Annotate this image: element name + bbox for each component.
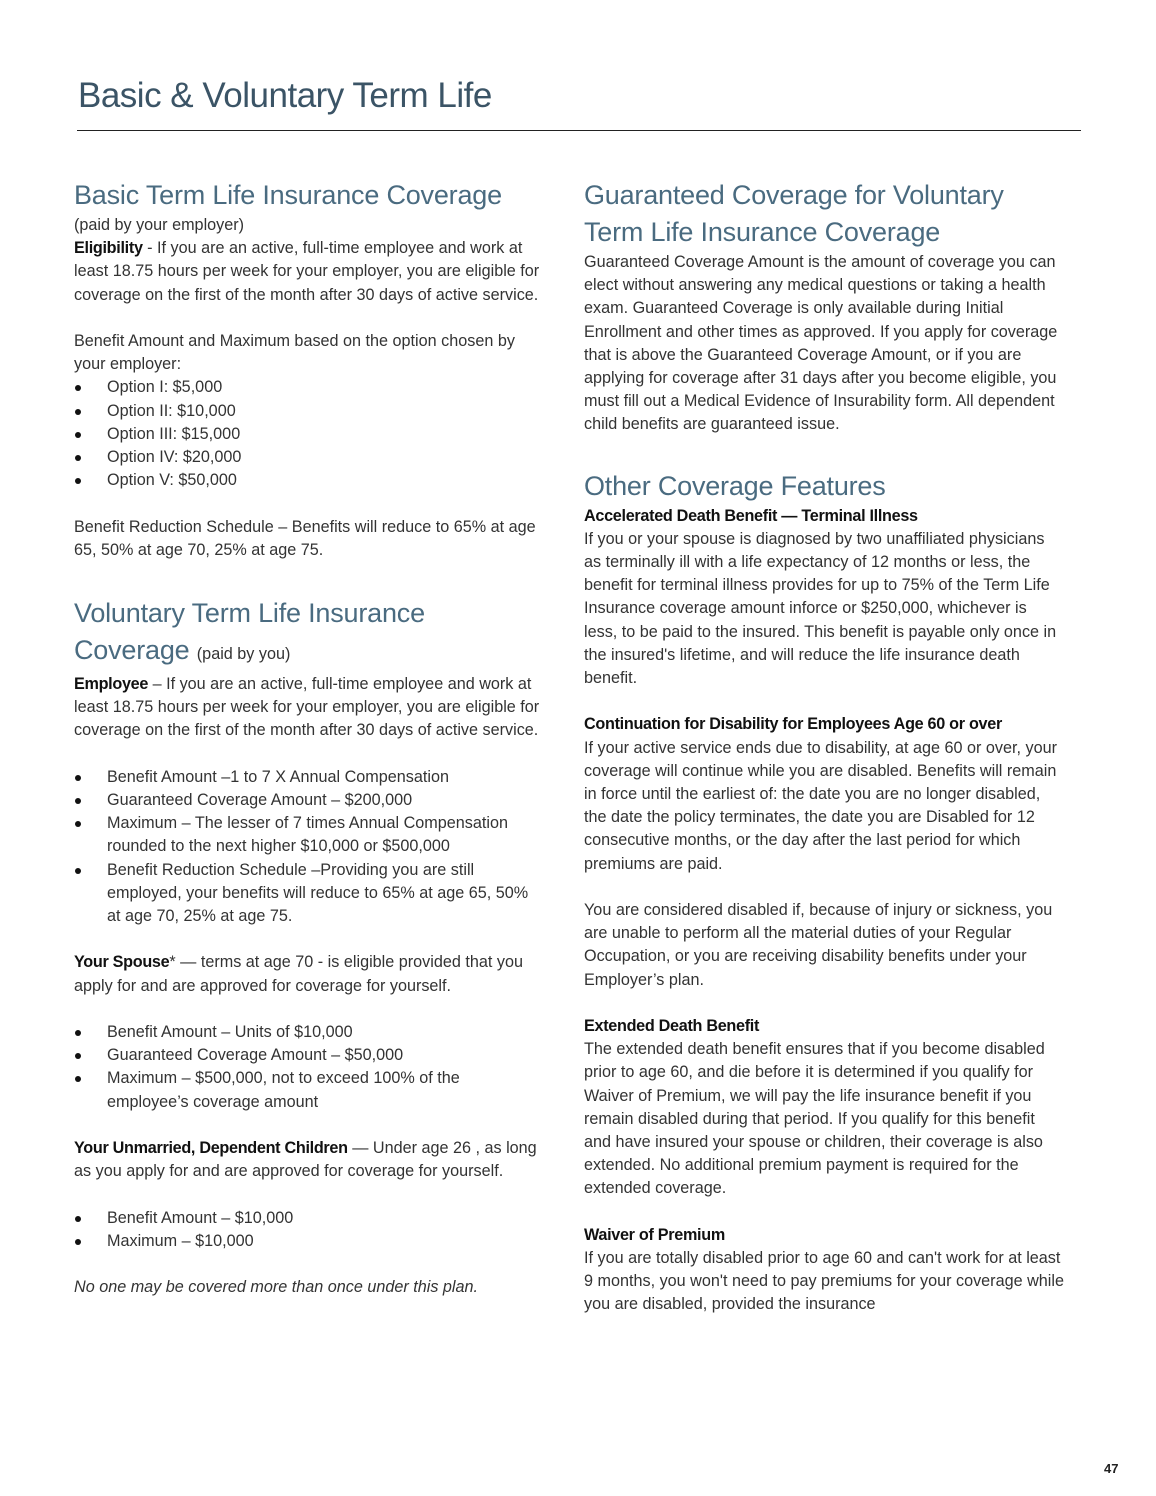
list-item: Option V: $50,000 (74, 469, 544, 492)
list-item: Benefit Amount –1 to 7 X Annual Compensation (74, 766, 544, 789)
eligibility-text: - If you are an active, full-time employee and work at least 18.75 hours per week for your employer, you are eligible for coverage on the first of the month after 30 days of active service. (74, 239, 540, 304)
title-divider (77, 130, 1081, 131)
children-label: Your Unmarried, Dependent Children (74, 1139, 348, 1158)
children-list (74, 1207, 544, 1253)
left-column (74, 177, 544, 1299)
basic-eligibility (74, 237, 544, 307)
guaranteed-heading-line2: Term Life Insurance Coverage (584, 217, 941, 247)
waiver-text: If you are totally disabled prior to age 60 and can't work for at least 9 months, you won't need to pay premiums for your coverage while you are disabled, provided the insurance (584, 1249, 1064, 1314)
basic-heading: Basic Term Life Insurance Coverage (74, 180, 502, 210)
list-item: Option IV: $20,000 (74, 446, 544, 469)
extended-title: Extended Death Benefit (584, 1017, 760, 1036)
disabled-text: You are considered disabled if, because of injury or sickness, you are unable to perform all the material duties of your Regular Occupation, or you are receiving disability benefits under your Employer’s plan. (584, 901, 1053, 989)
extended-text: The extended death benefit ensures that if you become disabled prior to age 60, and die before it is determined if you qualify for Waiver of Premium, we will pay the life insurance benefit if you remain disabled during that period. If you qualify for this benefit and have insured your spouse or children, their coverage is also extended. No additional premium payment is required for the extended coverage. (584, 1040, 1045, 1198)
list-item: Benefit Reduction Schedule –Providing you are still employed, your benefits will reduce to 65% at age 65, 50% at age 70, 25% at age 75. (74, 859, 544, 929)
list-item: Guaranteed Coverage Amount – $200,000 (74, 789, 544, 812)
basic-options-list (74, 376, 544, 492)
adb-text: If you or your spouse is diagnosed by two unaffiliated physicians as terminally ill with a life expectancy of 12 months or less, the benefit for terminal illness provides for up to 75% of the Term Life Insurance coverage amount inforce or $250,000, whichever is less, to be paid to the insured. This benefit is payable only once in the insured's lifetime, and will reduce the life insurance death benefit. (584, 529, 1057, 688)
eligibility-label: Eligibility (74, 239, 143, 258)
page-title: Basic & Voluntary Term Life (78, 76, 492, 115)
list-item: Benefit Amount – $10,000 (74, 1207, 544, 1230)
spouse-label: Your Spouse (74, 953, 170, 972)
list-item: Maximum – $10,000 (74, 1230, 544, 1253)
voluntary-heading-line2: Coverage (74, 635, 190, 666)
page-number: 47 (1104, 1461, 1119, 1476)
list-item: Guaranteed Coverage Amount – $50,000 (74, 1044, 544, 1067)
voluntary-children (74, 1137, 544, 1183)
right-column (584, 177, 1064, 1317)
guaranteed-heading (584, 177, 1064, 251)
voluntary-employee (74, 673, 544, 743)
continuation-title: Continuation for Disability for Employees Age 60 or over (584, 715, 1002, 734)
basic-benefit-intro: Benefit Amount and Maximum based on the option chosen by your employer: (74, 332, 515, 374)
list-item: Benefit Amount – Units of $10,000 (74, 1021, 544, 1044)
list-item: Maximum – $500,000, not to exceed 100% of the employee’s coverage amount (74, 1067, 544, 1113)
list-item: Option I: $5,000 (74, 376, 544, 399)
list-item: Option III: $15,000 (74, 423, 544, 446)
employee-label: Employee (74, 675, 149, 694)
voluntary-spouse (74, 951, 544, 997)
guaranteed-text: Guaranteed Coverage Amount is the amount of coverage you can elect without answering any medical questions or taking a health exam. Guaranteed Coverage is only available during Initial Enrollment and other times as approved. If you apply for coverage that is above the Guaranteed Coverage Amount, or if you are applying for coverage after 31 days after you become eligible, you must fill out a Medical Evidence of Insurability form. All dependent child benefits are guaranteed issue. (584, 253, 1058, 434)
footnote: No one may be covered more than once under this plan. (74, 1278, 479, 1297)
list-item: Maximum – The lesser of 7 times Annual Compensation rounded to the next higher $10,000 or $500,000 (74, 812, 544, 858)
continuation-text: If your active service ends due to disability, at age 60 or over, your coverage will continue while you are disabled. Benefits will remain in force until the earliest of: the date you are no longer disabled, the date the policy terminates, the date you are Disabled for 12 consecutive months, or the day after the last period for which premiums are paid. (584, 738, 1057, 873)
other-heading: Other Coverage Features (584, 470, 886, 501)
employee-list (74, 766, 544, 928)
voluntary-heading (74, 595, 544, 673)
voluntary-heading-line1: Voluntary Term Life Insurance (74, 598, 425, 629)
employee-text: – If you are an active, full-time employee and work at least 18.75 hours per week for your employer, you are eligible for coverage on the first of the month after 30 days of active service. (74, 675, 540, 740)
voluntary-paid-by: (paid by you) (196, 645, 291, 664)
waiver-title: Waiver of Premium (584, 1225, 725, 1244)
guaranteed-heading-line1: Guaranteed Coverage for Voluntary (584, 180, 1004, 210)
spouse-list (74, 1021, 544, 1114)
basic-reduction: Benefit Reduction Schedule – Benefits will reduce to 65% at age 65, 50% at age 70, 25% at age 75. (74, 517, 536, 559)
spouse-text: * — terms at age 70 - is eligible provided that you apply for and are approved for coverage for yourself. (74, 953, 523, 995)
basic-paid-by: (paid by your employer) (74, 216, 245, 234)
adb-title: Accelerated Death Benefit — Terminal Illness (584, 506, 918, 525)
list-item: Option II: $10,000 (74, 400, 544, 423)
children-text: — Under age 26 , as long as you apply for and are approved for coverage for yourself. (74, 1139, 537, 1181)
